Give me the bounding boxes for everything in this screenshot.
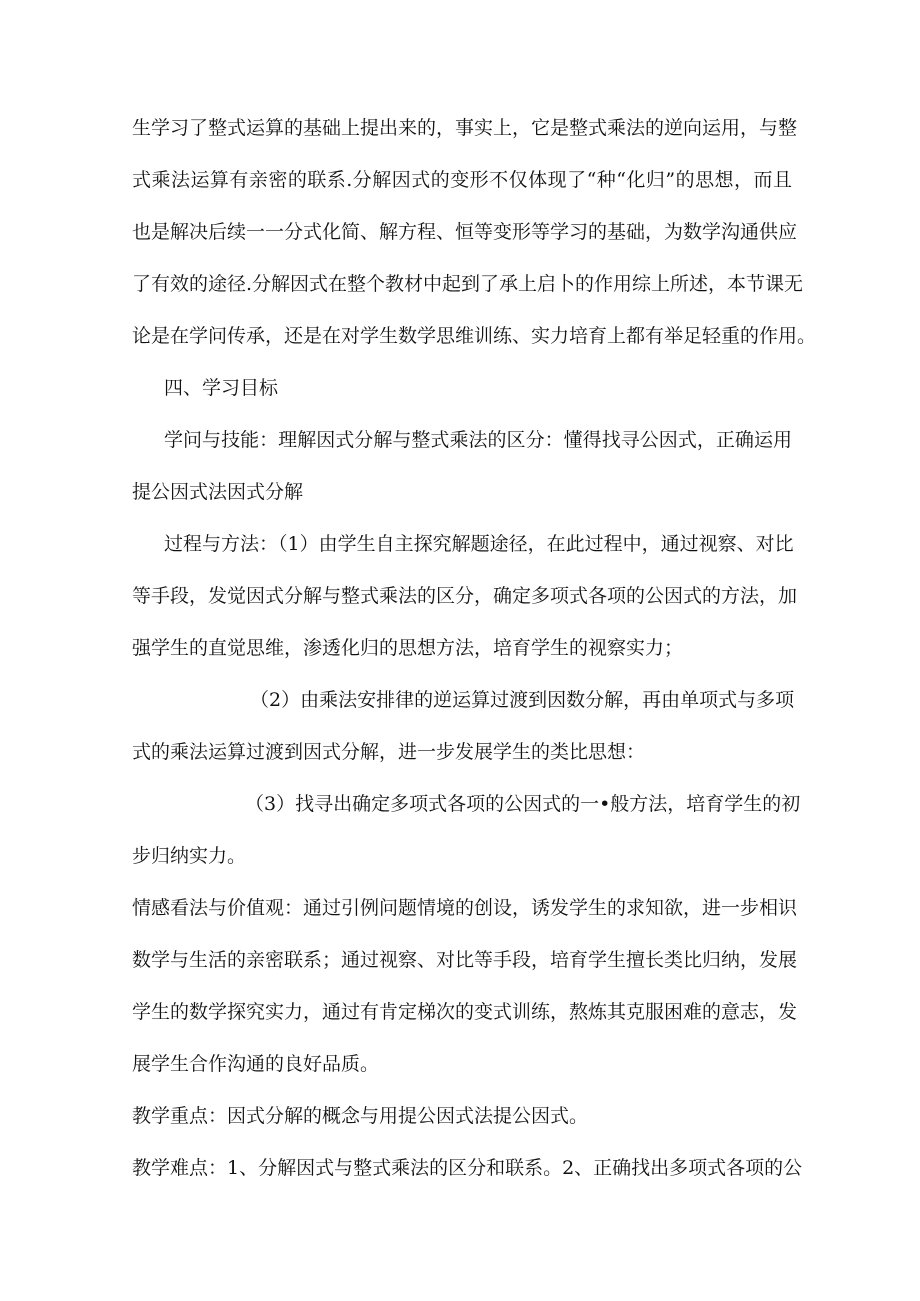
paragraph-line: 教学重点：因式分解的概念与用提公因式法提公因式。 bbox=[132, 1105, 589, 1127]
paragraph-line: 学问与技能：理解因式分解与整式乘法的区分：懂得找寻公因式，正确运用 bbox=[164, 429, 792, 451]
paragraph-line: 教学难点：1、分解因式与整式乘法的区分和联系。2、正确找出多项式各项的公 bbox=[132, 1157, 803, 1179]
paragraph-line: （2）由乘法安排律的逆运算过渡到因数分解，再由单项式与多项 bbox=[250, 689, 795, 711]
paragraph-line: 数学与生活的亲密联系；通过视察、对比等手段，培育学生擅长类比归纳，发展 bbox=[132, 949, 798, 971]
paragraph-line: 情感看法与价值观：通过引例问题情境的创设，诱发学生的求知欲，进一步相识 bbox=[132, 897, 798, 919]
section-heading: 四、学习目标 bbox=[164, 377, 279, 399]
paragraph-line: 提公因式法因式分解 bbox=[132, 481, 304, 503]
paragraph-line: 论是在学问传承，还是在对学生数学思维训练、实力培育上都有举足轻重的作用。 bbox=[132, 325, 817, 347]
paragraph-line: 强学生的直觉思维，渗透化归的思想方法，培育学生的视察实力； bbox=[132, 637, 684, 659]
paragraph-line: 展学生合作沟通的良好品质。 bbox=[132, 1053, 380, 1075]
paragraph-line: 等手段，发觉因式分解与整式乘法的区分，确定多项式各项的公因式的方法，加 bbox=[132, 585, 798, 607]
paragraph-line: 步归纳实力。 bbox=[132, 845, 247, 867]
paragraph-line: 式的乘法运算过渡到因式分解，进一步发展学生的类比思想： bbox=[132, 741, 646, 763]
paragraph-line: 了有效的途径.分解因式在整个教材中起到了承上启卜的作用综上所述，本节课无 bbox=[132, 273, 804, 295]
paragraph-line: 式乘法运算有亲密的联系.分解因式的变形不仅体现了“种“化归”的思想，而且 bbox=[132, 169, 792, 191]
paragraph-line: （3）找寻出确定多项式各项的公因式的一•般方法，培育学生的初 bbox=[245, 793, 801, 815]
paragraph-line: 过程与方法：（1）由学生自主探究解题途径，在此过程中，通过视察、对比 bbox=[164, 533, 794, 555]
paragraph-line: 也是解决后续一一分式化简、解方程、恒等变形等学习的基础，为数学沟通供应 bbox=[132, 221, 798, 243]
paragraph-line: 学生的数学探究实力，通过有肯定梯次的变式训练，熬炼其克服困难的意志，发 bbox=[132, 1001, 798, 1023]
paragraph-line: 生学习了整式运算的基础上提出来的，事实上，它是整式乘法的逆向运用，与整 bbox=[132, 117, 798, 139]
